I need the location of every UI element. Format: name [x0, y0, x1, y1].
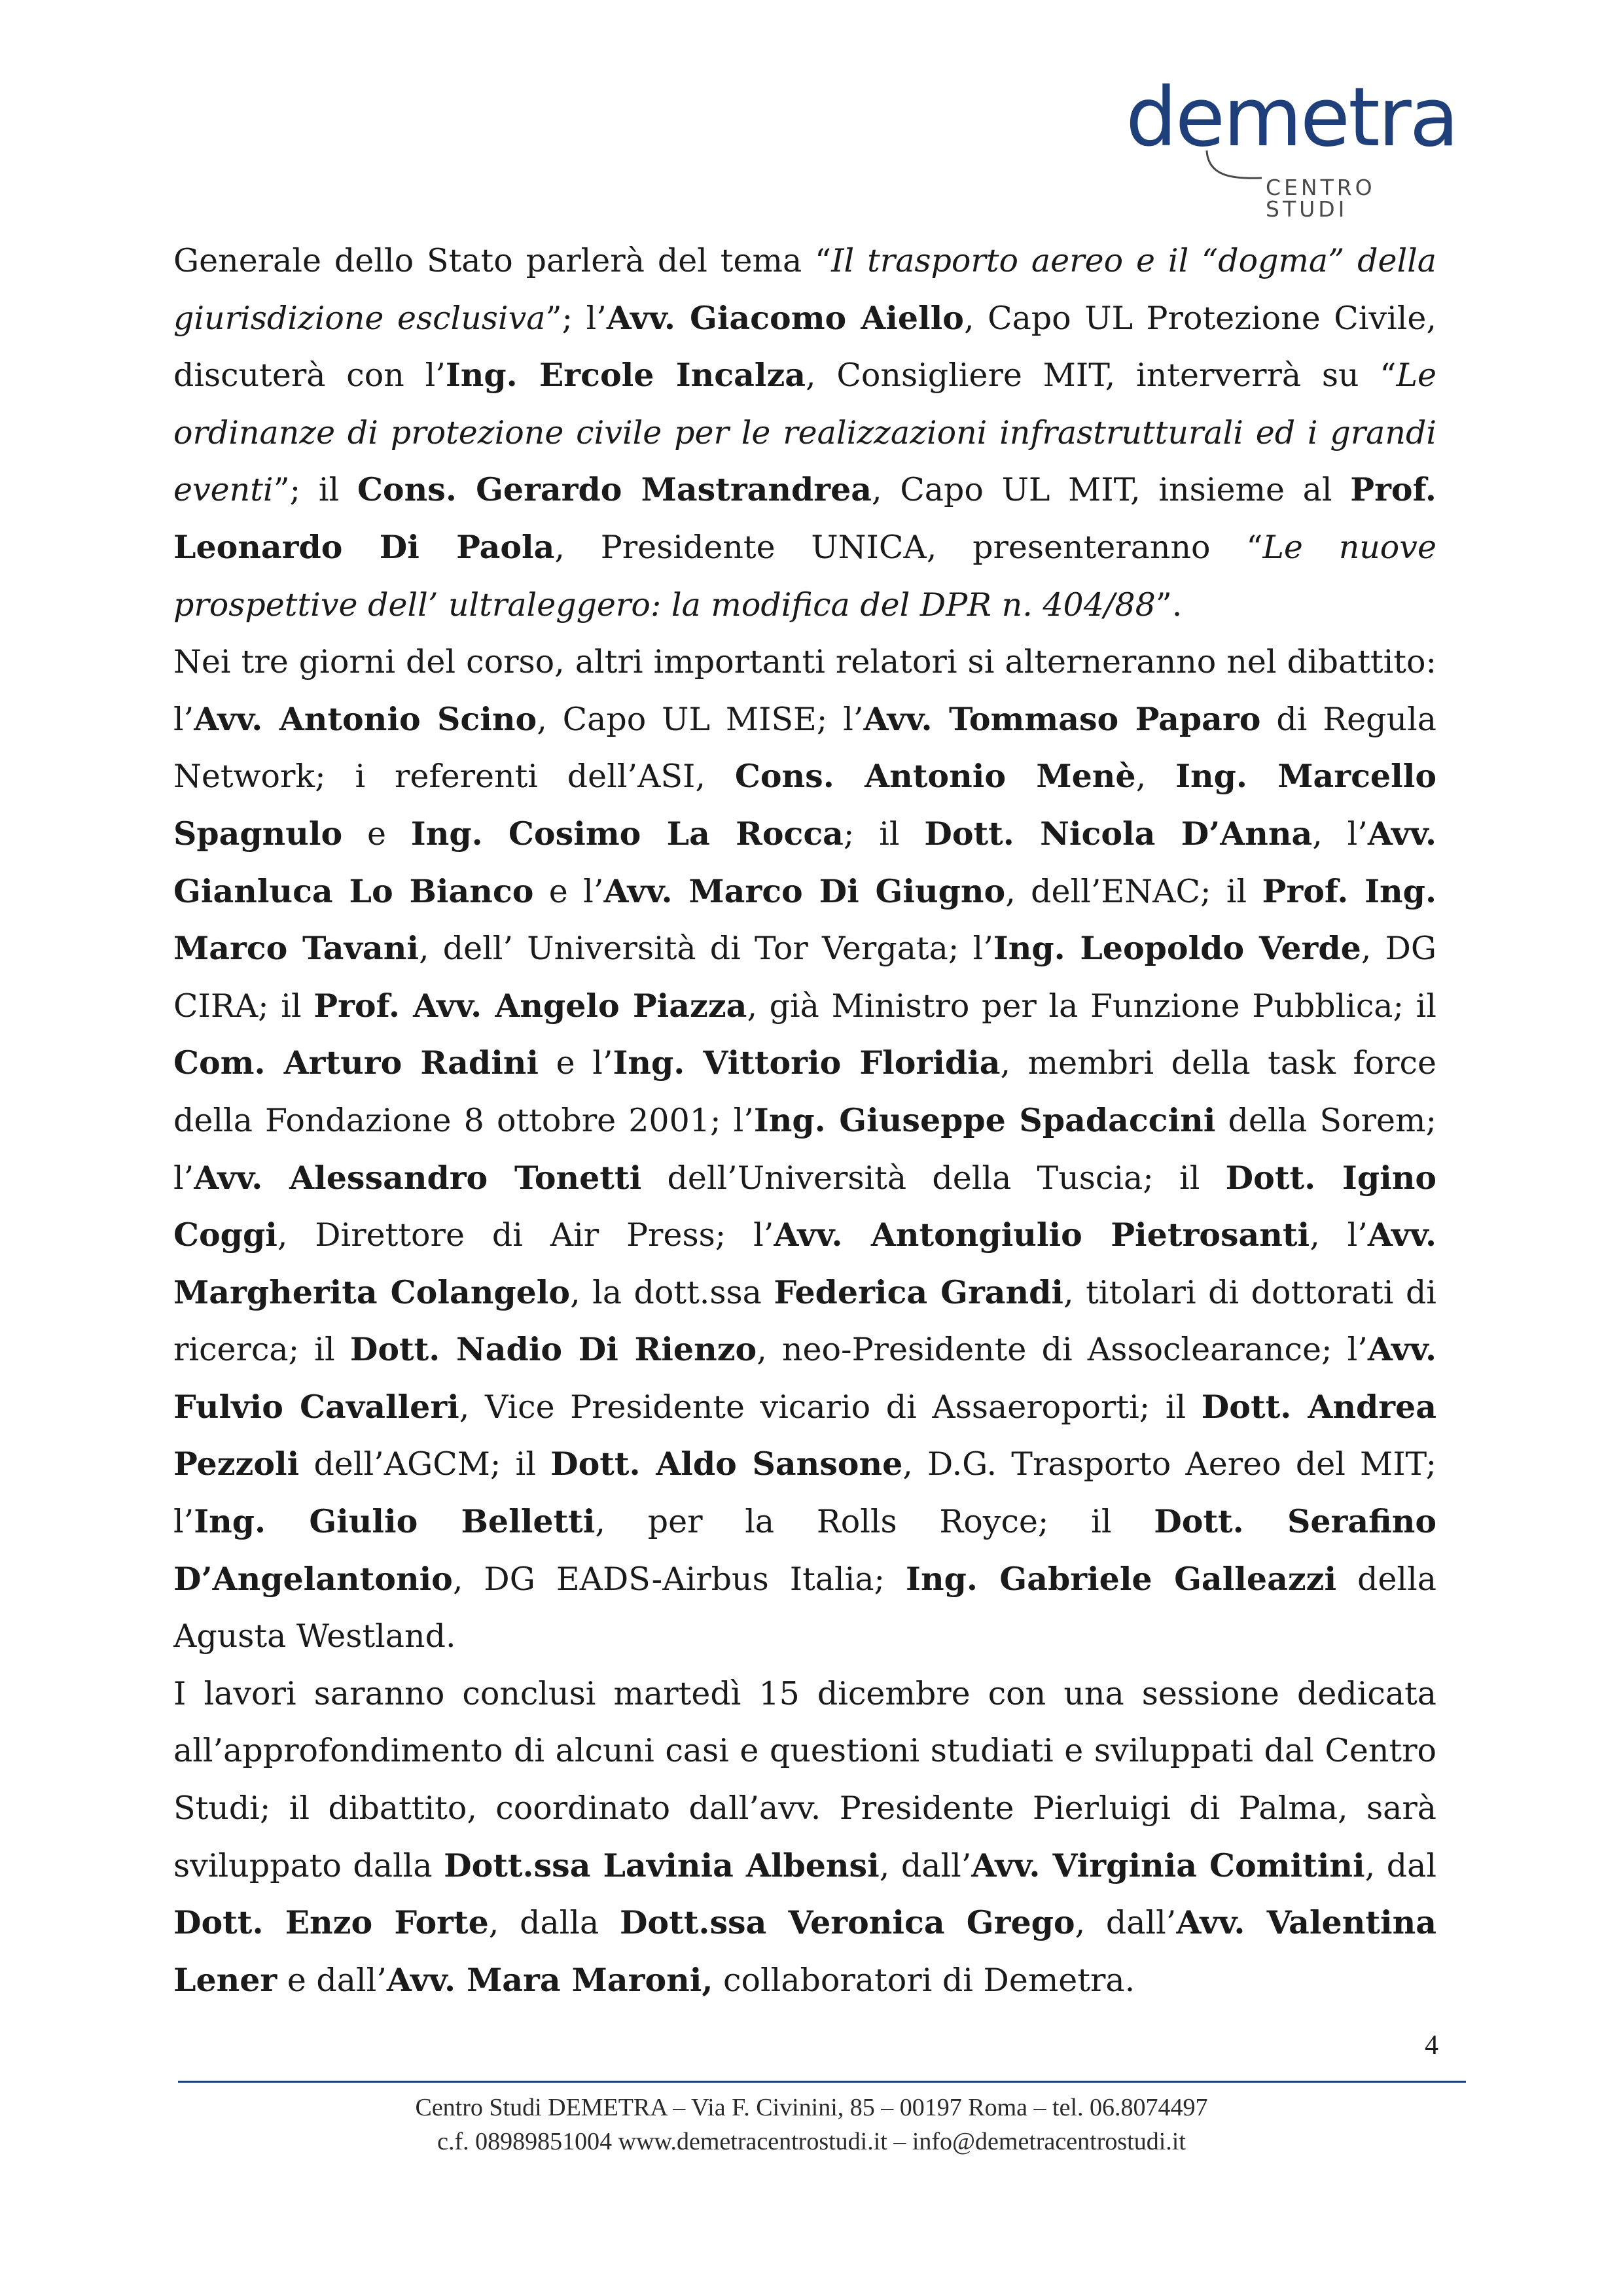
speaker-name: Avv. Fulvio Cavalleri [173, 1330, 1436, 1426]
footer-divider [178, 2081, 1466, 2083]
paragraph [173, 633, 1436, 1665]
speaker-name: Avv. Antonio Scino [194, 699, 537, 738]
speaker-name: Ing. Gabriele Galleazzi [906, 1559, 1337, 1598]
text-run: , l’ [1310, 1216, 1368, 1254]
speaker-name: Avv. Virginia Comitini [971, 1846, 1365, 1884]
paragraph [173, 232, 1436, 633]
page-number: 4 [1425, 2030, 1438, 2060]
talk-title: Le nuove prospettive dell’ ultraleggero: la modifica del DPR n. 404/88 [173, 528, 1436, 624]
text-run: , dal [1364, 1846, 1436, 1884]
speaker-name: Dott. Serafino D’Angelantonio [173, 1502, 1436, 1598]
speaker-name: Dott.ssa Veronica Grego [619, 1903, 1075, 1942]
speaker-name: Avv. Tommaso Paparo [863, 699, 1261, 738]
text-run: , Vice Presidente vicario di Assaeroporti; il [459, 1388, 1202, 1426]
text-run: , titolari di dottorati di ricerca; il [173, 1273, 1436, 1369]
text-run: collaboratori di Demetra. [713, 1961, 1135, 1999]
text-run: , Capo UL Protezione Civile, discuterà con l’ [173, 299, 1436, 395]
speaker-name: Avv. Valentina Lener [173, 1903, 1436, 1999]
speaker-name: Cons. Gerardo Mastrandrea [357, 470, 872, 509]
text-run: , Capo UL MISE; l’ [537, 700, 864, 738]
text-run: , la dott.ssa [570, 1273, 774, 1311]
speaker-name: Dott. Aldo Sansone [550, 1445, 903, 1483]
text-run: , DG EADS-Airbus Italia; [452, 1560, 906, 1598]
text-run: , per la Rolls Royce; il [595, 1503, 1154, 1541]
speaker-name: Dott. Nadio Di Rienzo [349, 1330, 757, 1369]
talk-title: Il trasporto aereo e il “dogma” della giurisdizione esclusiva [173, 242, 1437, 337]
text-run: , neo-Presidente di Assoclearance; l’ [757, 1331, 1368, 1369]
speaker-name: Prof. Ing. Marco Tavani [173, 872, 1437, 968]
speaker-name: Ing. Ercole Incalza [445, 356, 806, 395]
text-run: , membri della task force della Fondazione 8 ottobre 2001; l’ [173, 1044, 1436, 1139]
text-run: dell’AGCM; il [299, 1445, 551, 1483]
text-run: Generale dello Stato parlerà del tema “ [173, 242, 832, 279]
speaker-name: Prof. Leonardo Di Paola [173, 470, 1436, 566]
speaker-name: Dott. Andrea Pezzoli [173, 1387, 1436, 1483]
text-run: , dall’ [879, 1846, 972, 1884]
text-run: ”; l’ [545, 299, 607, 337]
text-run: di Regula Network; i referenti dell’ASI, [173, 700, 1436, 796]
text-run: dell’Università della Tuscia; il [641, 1159, 1226, 1197]
speaker-name: Prof. Avv. Angelo Piazza [313, 986, 747, 1025]
speaker-name: Avv. Alessandro Tonetti [194, 1158, 642, 1197]
text-run: ; il [843, 815, 925, 853]
speaker-name: Ing. Marcello Spagnulo [173, 757, 1437, 853]
speaker-name: Avv. Gianluca Lo Bianco [173, 814, 1436, 910]
text-run: , già Ministro per la Funzione Pubblica; il [747, 987, 1436, 1025]
text-run: e dall’ [277, 1961, 387, 1999]
speaker-name: Com. Arturo Radini [173, 1044, 539, 1082]
footer [0, 2091, 1623, 2159]
paragraph [173, 1665, 1436, 2009]
text-run: , dalla [488, 1904, 620, 1942]
text-run: , dell’ Università di Tor Vergata; l’ [419, 930, 993, 968]
text-run: e [342, 815, 411, 853]
text-run: e l’ [533, 872, 604, 910]
speaker-name: Avv. Antongiulio Pietrosanti [774, 1216, 1310, 1254]
text-run: , Consigliere MIT, interverrà su “ [806, 357, 1397, 395]
speaker-name: Ing. Cosimo La Rocca [410, 814, 844, 853]
speaker-name: Dott. Enzo Forte [173, 1903, 489, 1942]
logo-wordmark: demetra [1126, 71, 1457, 165]
text-run: , Presidente UNICA, presenteranno “ [554, 528, 1263, 566]
speaker-name: Ing. Giulio Belletti [194, 1502, 596, 1541]
text-run: Nei tre giorni del corso, altri importanti relatori si alterneranno nel dibattito: l’ [173, 643, 1436, 738]
speaker-name: Ing. Leopoldo Verde [993, 929, 1361, 968]
footer-contacts: c.f. 08989851004 www.demetracentrostudi.it – info@demetracentrostudi.it [437, 2128, 1186, 2155]
speaker-name: Avv. Margherita Colangelo [173, 1216, 1436, 1311]
speaker-name: Avv. Marco Di Giugno [603, 872, 1006, 910]
text-run: , Capo UL MIT, insieme al [872, 471, 1351, 509]
text-run: , D.G. Trasporto Aereo del MIT; l’ [173, 1445, 1437, 1541]
speaker-name: Avv. Giacomo Aiello [606, 298, 964, 337]
speaker-name: Ing. Vittorio Floridia [613, 1044, 1001, 1082]
text-run: , Direttore di Air Press; l’ [277, 1216, 774, 1254]
speaker-name: Federica Grandi [774, 1273, 1064, 1311]
text-run: della Sorem; l’ [173, 1101, 1436, 1197]
logo-swoosh-icon [1204, 149, 1263, 188]
text-run: , DG CIRA; il [173, 930, 1436, 1025]
text-run: ”; il [273, 471, 357, 509]
speaker-name: Dott. Igino Coggi [173, 1158, 1437, 1254]
logo-subtitle: CENTRO STUDI [1266, 175, 1376, 222]
text-run: e l’ [539, 1044, 613, 1082]
text-run: della Agusta Westland. [173, 1560, 1436, 1655]
text-run: ”. [1155, 586, 1183, 624]
text-run: , [1135, 758, 1176, 796]
text-run: I lavori saranno conclusi martedì 15 dicembre con una sessione dedicata all’approfondimento di alcuni casi e questioni studiati e sviluppati dal Centro Studi; il dibattito, coordinato dall’avv. Presidente Pierluigi di Palma, sarà sviluppato dalla [173, 1674, 1436, 1884]
talk-title: Le ordinanze di protezione civile per le realizzazioni infrastrutturali ed i grandi eventi [173, 357, 1436, 509]
speaker-name: Ing. Giuseppe Spadaccini [753, 1101, 1216, 1139]
speaker-name: Dott.ssa Lavinia Albensi [444, 1846, 880, 1884]
document-body [173, 232, 1436, 2009]
text-run: , dall’ [1075, 1904, 1177, 1942]
footer-address: Centro Studi DEMETRA – Via F. Civinini, 85 – 00197 Roma – tel. 06.8074497 [415, 2094, 1208, 2121]
speaker-name: Dott. Nicola D’Anna [924, 814, 1313, 853]
demetra-logo [1120, 71, 1457, 222]
text-run: , dell’ENAC; il [1005, 872, 1262, 910]
text-run: , l’ [1312, 815, 1368, 853]
speaker-name: Cons. Antonio Menè [734, 757, 1136, 796]
speaker-name: Avv. Mara Maroni, [386, 1960, 713, 1999]
